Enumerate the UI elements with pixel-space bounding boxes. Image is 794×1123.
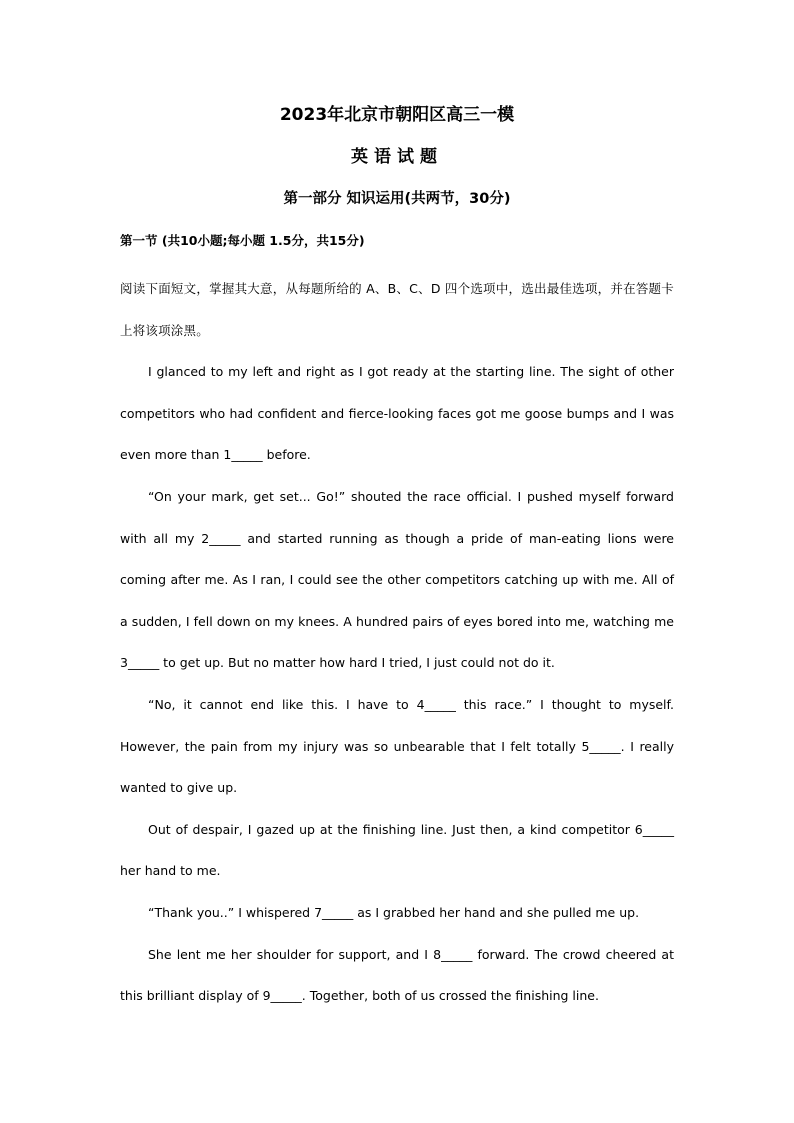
passage-paragraph-6: She lent me her shoulder for support, and I 8_____ forward. The crowd cheered at this brilliant display of 9_____. Together, both of us crossed the finishing line. [120,946,674,1004]
passage-body [120,268,674,1017]
passage-paragraph-4: Out of despair, I gazed up at the finishing line. Just then, a kind competitor 6_____ her hand to me. [120,821,674,879]
passage-paragraph-5: “Thank you..” I whispered 7_____ as I grabbed her hand and she pulled me up. [148,904,640,920]
passage-paragraph-1: I glanced to my left and right as I got ready at the starting line. The sight of other competitors who had confident and fierce-looking faces got me goose bumps and I was even more than 1_____ before. [120,364,674,463]
section-instructions: 阅读下面短文，掌握其大意，从每题所给的 A、B、C、D 四个选项中，选出最佳选项，并在答题卡上将该项涂黑。 [120,281,674,338]
part-heading: 第一部分 知识运用(共两节，30分) [283,191,511,207]
passage-paragraph-3: “No, it cannot end like this. I have to 4_____ this race.” I thought to myself. However, the pain from my injury was so unbearable that I felt totally 5_____. I really wanted to give up. [120,696,674,796]
section-heading: 第一节 (共10小题;每小题 1.5分，共15分) [120,233,365,248]
passage-paragraph-2: “On your mark, get set... Go!” shouted the race official. I pushed myself forward with all my 2_____ and started running as though a pride of man-eating lions were coming after me. As I ran, I could see the other competitors catching up with me. All of a sudden, I fell down on my knees. A hundred pairs of eyes bored into me, watching me 3_____ to get up. But no matter how hard I tried, I just could not do it. [120,488,674,671]
exam-title: 2023年北京市朝阳区高三一模 [279,105,515,125]
subject-title: 英语试题 [351,147,443,167]
